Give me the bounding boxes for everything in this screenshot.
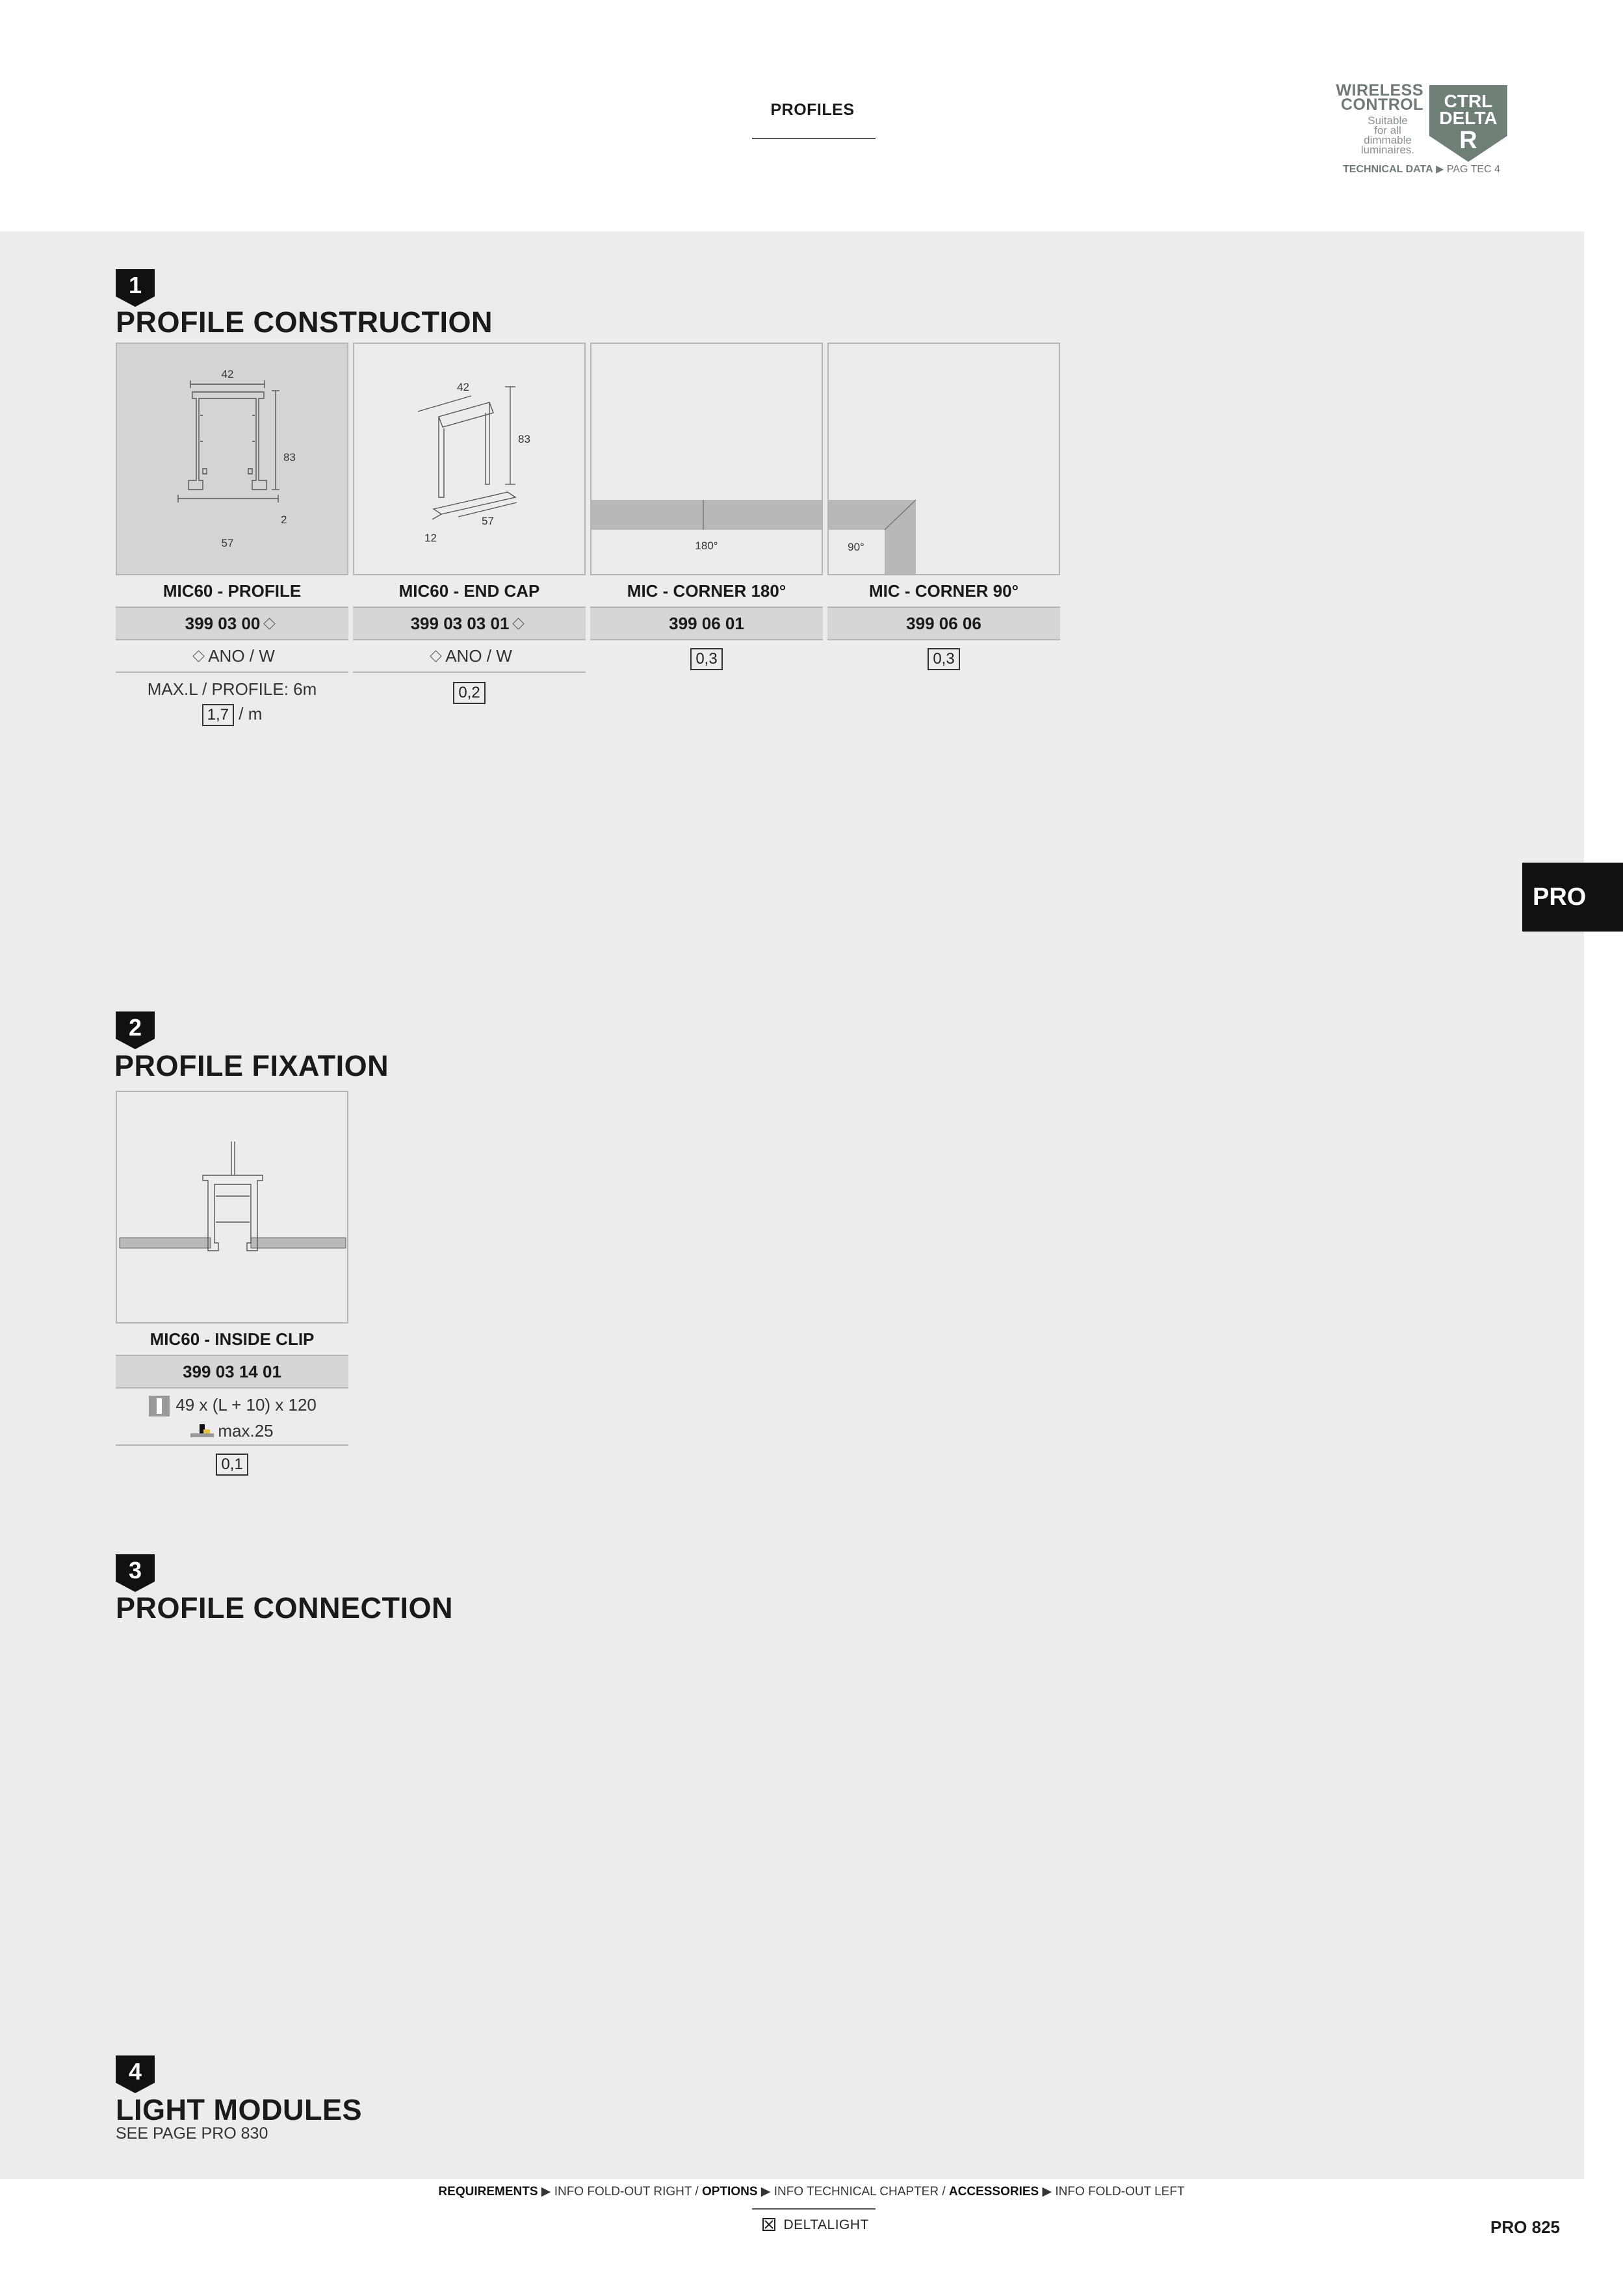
section-number: 3 (128, 1557, 142, 1584)
header-rule (752, 138, 876, 139)
options-text: INFO TECHNICAL CHAPTER / (773, 2185, 946, 2198)
inside-clip-drawing (116, 1091, 348, 1324)
triangle-right-icon: ▶ (1042, 2185, 1052, 2198)
profile-cross-section-icon (117, 344, 347, 574)
weight-value: 0,1 (216, 1454, 248, 1476)
triangle-right-icon: ▶ (760, 2185, 771, 2198)
footer-links (0, 2184, 1623, 2199)
weight-value: 1,7 (202, 704, 234, 726)
page-section-title: PROFILES (770, 101, 855, 119)
weight-unit: / m (239, 704, 263, 724)
product-code: 399 06 06 (827, 608, 1060, 640)
section-number-badge (116, 1011, 155, 1049)
product-code: 399 03 14 01 (116, 1356, 348, 1389)
options-label[interactable]: OPTIONS (702, 2185, 758, 2198)
requirements-text: INFO FOLD-OUT RIGHT / (554, 2185, 699, 2198)
triangle-right-icon: ▶ (1436, 164, 1444, 175)
weight-row (353, 679, 586, 704)
product-card-profile[interactable] (116, 343, 348, 726)
product-name: MIC - CORNER 180° (590, 575, 823, 608)
finish-row: ANO / W (353, 640, 586, 673)
section-title: PROFILE CONNECTION (116, 1591, 454, 1624)
product-card-end-cap[interactable] (353, 343, 586, 704)
page-number: PRO 825 (1490, 2217, 1560, 2237)
footer-rule (752, 2208, 876, 2210)
ceiling-thickness-icon (190, 1423, 214, 1439)
badge-line-3: R (1459, 127, 1477, 154)
section-number: 2 (128, 1014, 142, 1041)
section-number-badge (116, 269, 155, 307)
section-subtitle-link[interactable]: SEE PAGE PRO 830 (116, 2124, 268, 2143)
brand-name: DELTALIGHT (783, 2217, 869, 2232)
weight-value: 0,3 (690, 648, 722, 670)
cutout-icon (148, 1396, 171, 1416)
techdata-ref: PAG TEC 4 (1446, 164, 1500, 175)
cutout-dimensions: 49 x (L + 10) x 120 (175, 1395, 317, 1415)
brand-logo (754, 2217, 877, 2233)
accessories-text: INFO FOLD-OUT LEFT (1055, 2185, 1185, 2198)
angle-label: 180° (695, 540, 718, 552)
weight-value: 0,3 (928, 648, 959, 670)
profile-drawing (116, 343, 348, 575)
badge-line-1: CTRL (1444, 91, 1493, 111)
wireless-sub-1: Suitable (1368, 114, 1408, 127)
diamond-icon (193, 650, 205, 662)
product-name: MIC60 - PROFILE (116, 575, 348, 608)
section-number-badge (116, 1554, 155, 1592)
wireless-line-2: CONTROL (1340, 96, 1423, 114)
product-name: MIC60 - INSIDE CLIP (116, 1324, 348, 1356)
wireless-line-1: WIRELESS (1336, 81, 1423, 99)
dim-height-label: 83 (518, 433, 530, 445)
ctrl-delta-badge (1429, 85, 1507, 163)
accessories-label[interactable]: ACCESSORIES (948, 2185, 1039, 2198)
corner-180-icon (591, 344, 822, 574)
ceiling-row (116, 1417, 348, 1446)
weight-value: 0,2 (453, 682, 485, 704)
weight-row (116, 1451, 348, 1476)
inside-clip-icon (117, 1092, 347, 1322)
corner-90-drawing (827, 343, 1060, 575)
wireless-control-label (1326, 83, 1423, 155)
badge-line-2: DELTA (1439, 108, 1498, 128)
dim-base-label: 57 (221, 537, 234, 549)
section-title: PROFILE FIXATION (114, 1049, 389, 1082)
product-code: 399 03 03 01 (353, 608, 586, 640)
dim-height-label: 83 (283, 451, 296, 463)
product-card-corner-90[interactable] (827, 343, 1060, 670)
ceiling-thickness: max.25 (218, 1420, 274, 1441)
section-number: 1 (128, 272, 142, 298)
wireless-sub-3: dimmable (1364, 134, 1412, 146)
section-number-badge (116, 2055, 155, 2093)
product-name: MIC60 - END CAP (353, 575, 586, 608)
technical-data-link[interactable] (1343, 163, 1512, 176)
end-cap-icon (354, 344, 584, 574)
dim-thickness-label: 2 (281, 514, 287, 526)
dim-top-label: 42 (221, 368, 234, 380)
deltalight-logo-icon (762, 2218, 775, 2231)
section-title: PROFILE CONSTRUCTION (116, 306, 493, 339)
requirements-label[interactable]: REQUIREMENTS (438, 2185, 538, 2198)
cutout-row (116, 1392, 348, 1417)
max-length-note: MAX.L / PROFILE: 6m (147, 679, 317, 699)
dim-depth-label: 12 (424, 532, 437, 544)
end-cap-drawing (353, 343, 586, 575)
product-code: 399 03 00 (116, 608, 348, 640)
section-title: LIGHT MODULES (116, 2093, 362, 2126)
chapter-tab[interactable]: PRO (1522, 863, 1623, 932)
diamond-icon (513, 618, 525, 629)
diamond-icon (430, 650, 442, 662)
wireless-sub-4: luminaires. (1360, 144, 1415, 156)
weight-row (590, 646, 823, 670)
diamond-icon (264, 618, 276, 629)
techdata-label: TECHNICAL DATA (1343, 164, 1433, 175)
dim-base-label: 57 (482, 515, 494, 527)
wireless-sub-2: for all (1374, 124, 1401, 137)
section-number: 4 (128, 2058, 142, 2085)
weight-row (116, 701, 348, 726)
product-code: 399 06 01 (590, 608, 823, 640)
dim-top-label: 42 (457, 381, 469, 393)
product-card-corner-180[interactable] (590, 343, 823, 670)
product-name: MIC - CORNER 90° (827, 575, 1060, 608)
angle-label: 90° (848, 541, 864, 553)
corner-90-icon (829, 344, 1059, 574)
finish-row: ANO / W (116, 640, 348, 673)
triangle-right-icon: ▶ (541, 2185, 551, 2198)
product-card-inside-clip[interactable] (116, 1091, 348, 1476)
weight-row (827, 646, 1060, 670)
corner-180-drawing (590, 343, 823, 575)
